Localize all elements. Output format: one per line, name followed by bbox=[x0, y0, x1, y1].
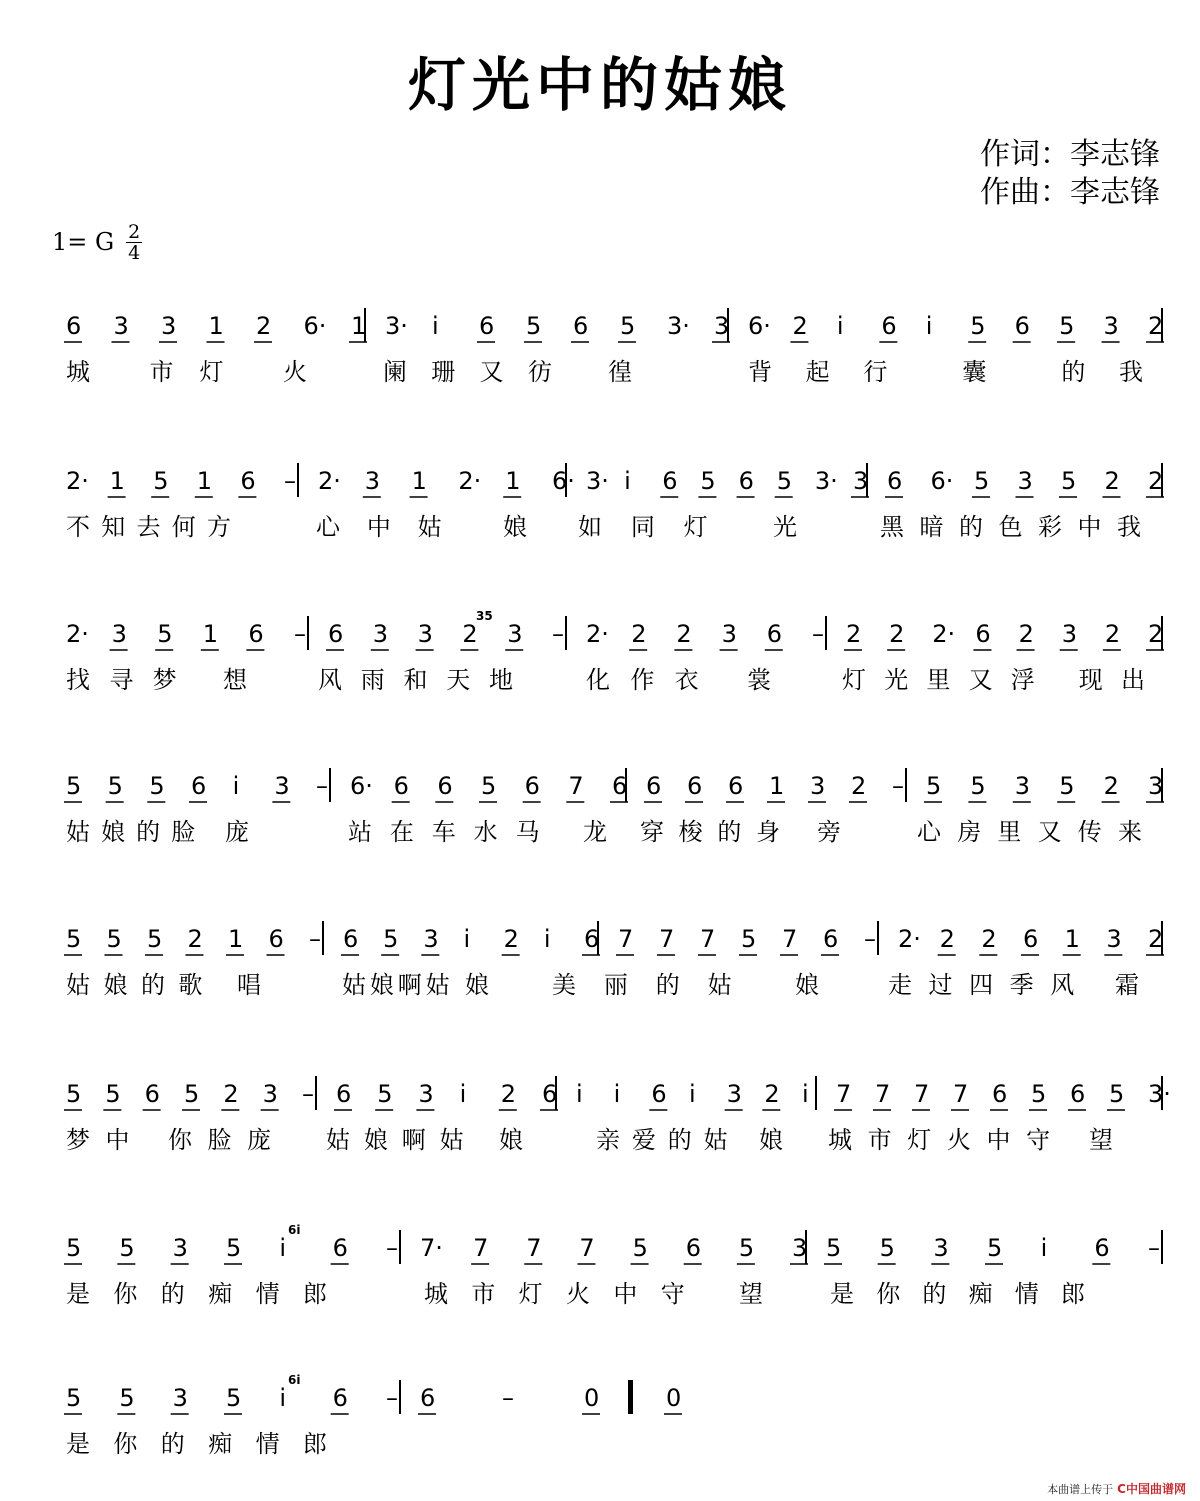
note-token: 3 bbox=[364, 467, 381, 495]
note-token: 2· bbox=[932, 620, 956, 648]
note-token: 3 bbox=[417, 620, 433, 648]
note-token: 1 bbox=[769, 772, 785, 800]
note-token: 5 bbox=[106, 925, 122, 953]
grace-note: 6i bbox=[288, 1373, 301, 1387]
key-signature bbox=[52, 222, 142, 262]
note-token: i bbox=[279, 1384, 287, 1412]
note-token: 2 bbox=[256, 312, 272, 340]
score-system bbox=[0, 1212, 1200, 1332]
lyric-phrase: 穿梭的身 旁 bbox=[640, 818, 842, 846]
note-token: – bbox=[302, 1080, 314, 1108]
score-system bbox=[0, 598, 1200, 718]
note-token: 6 bbox=[1023, 925, 1039, 953]
note-token: 2 bbox=[851, 772, 867, 800]
site-logo: C中国曲谱网 bbox=[1117, 1482, 1186, 1496]
grace-note: 6i bbox=[288, 1223, 301, 1237]
note-token: i bbox=[576, 1080, 583, 1108]
note-token: 6 bbox=[479, 312, 495, 340]
note-token: 1 bbox=[196, 467, 213, 495]
time-sig-top: 2 bbox=[128, 220, 141, 243]
note-token: 6 bbox=[1094, 1234, 1110, 1262]
note-token: 2· bbox=[458, 467, 482, 495]
note-token: 6 bbox=[685, 1234, 701, 1262]
score-system bbox=[0, 290, 1200, 410]
note-token: 5 bbox=[826, 1234, 842, 1262]
note-token: 2 bbox=[631, 620, 647, 648]
note-token: 3 bbox=[507, 620, 523, 648]
score-title: 灯光中的姑娘 bbox=[407, 51, 792, 119]
note-token: 5 bbox=[119, 1384, 135, 1412]
note-token: – bbox=[864, 925, 876, 953]
lyric-phrase: 心房里又传来 bbox=[917, 818, 1143, 846]
note-token: 2 bbox=[846, 620, 862, 648]
grace-note: 35 bbox=[476, 609, 493, 623]
note-token: 5 bbox=[632, 1234, 648, 1262]
lyric-phrase: 城市灯火中守 望 bbox=[424, 1280, 764, 1308]
note-token: 2 bbox=[939, 925, 955, 953]
note-token: 5 bbox=[700, 467, 716, 495]
note-token: 7· bbox=[420, 1234, 443, 1262]
note-token: 7 bbox=[568, 772, 584, 800]
note-token: 7 bbox=[700, 925, 716, 953]
note-token: 7 bbox=[914, 1080, 930, 1108]
note-token: 2 bbox=[223, 1080, 239, 1108]
note-token: 7 bbox=[782, 925, 798, 953]
note-token: 7 bbox=[875, 1080, 891, 1108]
note-token: 5 bbox=[970, 772, 986, 800]
lyric-phrase: 不知去何方 bbox=[66, 513, 232, 541]
note-token: – bbox=[892, 772, 904, 800]
note-token: 6 bbox=[248, 620, 264, 648]
note-token: 6 bbox=[332, 1384, 348, 1412]
note-token: 3 bbox=[933, 1234, 949, 1262]
lyric-phrase: 站在车水马 龙 bbox=[348, 818, 608, 846]
note-token: 5 bbox=[66, 1080, 82, 1108]
note-token: 7 bbox=[579, 1234, 595, 1262]
score-system bbox=[0, 1058, 1200, 1178]
note-token: 3 bbox=[372, 620, 389, 648]
note-token: 2 bbox=[500, 1080, 517, 1108]
note-token: 5 bbox=[1059, 312, 1075, 340]
lyric-phrase: 城 市灯 火 bbox=[66, 358, 308, 386]
note-token: 5 bbox=[377, 1080, 393, 1108]
note-token: 3 bbox=[726, 1080, 742, 1108]
note-token: 1 bbox=[109, 467, 125, 495]
note-token: 3 bbox=[172, 1234, 188, 1262]
lyric-phrase: 背起行 囊 的我 bbox=[748, 358, 1144, 386]
note-token: 5 bbox=[119, 1234, 135, 1262]
note-token: 6 bbox=[343, 925, 359, 953]
note-token: 2· bbox=[66, 467, 89, 495]
lyric-phrase: 是你的痴情郎 bbox=[66, 1430, 328, 1458]
note-token: – bbox=[284, 467, 296, 495]
note-token: 6 bbox=[646, 772, 662, 800]
note-token: 6 bbox=[612, 772, 628, 800]
note-token: 6 bbox=[328, 620, 344, 648]
site-watermark bbox=[1047, 1480, 1186, 1497]
note-token: 5 bbox=[157, 620, 173, 648]
note-token: 6 bbox=[823, 925, 839, 953]
note-token: 6 bbox=[662, 467, 678, 495]
note-token: 6 bbox=[420, 1384, 436, 1412]
note-token: 1 bbox=[505, 467, 521, 495]
note-token: 7 bbox=[659, 925, 675, 953]
note-token: 5 bbox=[1031, 1080, 1047, 1108]
lyric-phrase: 姑娘的脸 庞 bbox=[66, 818, 250, 846]
note-token: 3 bbox=[161, 312, 177, 340]
note-token: 6 bbox=[268, 925, 284, 953]
note-token: 2 bbox=[676, 620, 692, 648]
note-token: 2 bbox=[1148, 312, 1164, 340]
note-token: 3 bbox=[418, 1080, 434, 1108]
note-token: 3 bbox=[853, 467, 869, 495]
note-token: 6 bbox=[332, 1234, 348, 1262]
note-token: 5 bbox=[66, 772, 82, 800]
lyric-phrase: 如同灯 光 bbox=[578, 513, 798, 541]
note-token: 6 bbox=[191, 772, 207, 800]
lyric-phrase: 风雨和天地 bbox=[318, 666, 514, 694]
note-token: 1 bbox=[202, 620, 219, 648]
note-token: 5 bbox=[1061, 467, 1077, 495]
note-token: 5 bbox=[383, 925, 399, 953]
lyric-phrase: 梦中 你脸庞 bbox=[66, 1126, 272, 1154]
note-token: 6 bbox=[728, 772, 744, 800]
credits-block bbox=[980, 136, 1160, 212]
note-token: 3 bbox=[792, 1234, 808, 1262]
note-token: 3 bbox=[721, 620, 737, 648]
note-token: 7 bbox=[618, 925, 634, 953]
note-token: 3 bbox=[1017, 467, 1033, 495]
lyric-phrase: 黑暗的色彩中我 bbox=[880, 513, 1142, 541]
note-token: i bbox=[463, 925, 471, 953]
note-token: – bbox=[552, 620, 564, 648]
note-token: 6 bbox=[66, 312, 82, 340]
note-token: – bbox=[386, 1234, 398, 1262]
lyric-phrase: 化作衣 裳 bbox=[586, 666, 772, 694]
note-token: 6· bbox=[303, 312, 327, 340]
note-token: 3 bbox=[274, 772, 290, 800]
note-token: i bbox=[459, 1080, 467, 1108]
score-system bbox=[0, 1362, 1200, 1482]
note-token: 5 bbox=[526, 312, 542, 340]
note-token: 3 bbox=[1014, 772, 1031, 800]
note-token: i bbox=[613, 1080, 621, 1108]
note-token: 1 bbox=[411, 467, 427, 495]
note-token: 5 bbox=[741, 925, 757, 953]
note-token: 5 bbox=[105, 1080, 121, 1108]
note-token: i bbox=[802, 1080, 809, 1108]
lyric-phrase: 灯光里又浮 现出 bbox=[842, 666, 1146, 694]
key-label: 1= G bbox=[52, 228, 115, 256]
note-token: 2 bbox=[462, 620, 478, 648]
lyric-phrase: 姑娘的歌 唱 bbox=[66, 971, 262, 999]
note-token: 6 bbox=[1014, 312, 1030, 340]
note-token: 7 bbox=[473, 1234, 489, 1262]
note-token: 6· bbox=[552, 467, 575, 495]
note-token: – bbox=[309, 925, 321, 953]
note-token: 3 bbox=[1061, 620, 1077, 648]
lyric-phrase: 美丽的姑 娘 bbox=[552, 971, 820, 999]
note-token: 6 bbox=[738, 467, 754, 495]
note-token: 5 bbox=[776, 467, 792, 495]
note-token: 5 bbox=[738, 1234, 755, 1262]
note-token: i bbox=[624, 467, 631, 495]
lyric-phrase: 找寻梦 想 bbox=[66, 666, 248, 694]
note-token: – bbox=[386, 1384, 398, 1412]
score-system bbox=[0, 445, 1200, 565]
note-token: 3· bbox=[385, 312, 408, 340]
note-token: 6 bbox=[1070, 1080, 1086, 1108]
lyric-phrase: 姑娘啊姑 娘 bbox=[326, 1126, 524, 1154]
note-token: 6 bbox=[573, 312, 589, 340]
lyric-phrase: 走过四季风 霜 bbox=[888, 971, 1140, 999]
lyric-phrase: 心中姑 娘 bbox=[316, 513, 528, 541]
note-token: 3 bbox=[1148, 772, 1164, 800]
note-token: 2· bbox=[66, 620, 89, 648]
note-token: 7 bbox=[526, 1234, 542, 1262]
lyric-phrase: 城市灯火中守 望 bbox=[828, 1126, 1114, 1154]
note-token: 6 bbox=[766, 620, 783, 648]
note-token: 3 bbox=[714, 312, 730, 340]
note-token: i bbox=[432, 312, 439, 340]
composer-credit: 作曲：李志锋 bbox=[980, 175, 1160, 210]
lyric-phrase: 亲爱的姑 娘 bbox=[596, 1126, 784, 1154]
note-token: i bbox=[1040, 1234, 1048, 1262]
lyric-phrase: 是你的痴情郎 bbox=[66, 1280, 328, 1308]
note-token: 6 bbox=[336, 1080, 352, 1108]
note-token: 6 bbox=[887, 467, 903, 495]
note-token: 6· bbox=[350, 772, 373, 800]
note-token: 6 bbox=[144, 1080, 160, 1108]
note-token: 1 bbox=[351, 312, 367, 340]
note-token: 2· bbox=[898, 925, 921, 953]
note-token: – bbox=[1148, 1234, 1160, 1262]
note-token: 6 bbox=[881, 312, 897, 340]
note-token: 7 bbox=[836, 1080, 852, 1108]
note-token: 2 bbox=[1103, 772, 1119, 800]
note-token: 5 bbox=[149, 772, 165, 800]
note-token: 3 bbox=[113, 312, 129, 340]
note-token: 6· bbox=[748, 312, 771, 340]
note-token: 2 bbox=[792, 312, 808, 340]
note-token: 5 bbox=[184, 1080, 200, 1108]
note-token: 6 bbox=[687, 772, 703, 800]
note-token: 2 bbox=[1148, 925, 1164, 953]
note-token: 6· bbox=[930, 467, 954, 495]
note-token: 5 bbox=[153, 467, 169, 495]
note-token: 2 bbox=[889, 620, 905, 648]
note-token: 6 bbox=[992, 1080, 1008, 1108]
note-token: 6 bbox=[542, 1080, 558, 1108]
note-token: – bbox=[812, 620, 824, 648]
note-token: 2 bbox=[503, 925, 519, 953]
lyric-phrase: 是你的痴情郎 bbox=[830, 1280, 1086, 1308]
note-token: 5 bbox=[620, 312, 636, 340]
note-token: 3· bbox=[667, 312, 690, 340]
note-token: 3 bbox=[1106, 925, 1122, 953]
note-token: 5 bbox=[66, 925, 82, 953]
note-token: 3 bbox=[262, 1080, 278, 1108]
note-token: i bbox=[836, 312, 844, 340]
note-token: 7 bbox=[953, 1080, 969, 1108]
note-token: 5 bbox=[1109, 1080, 1125, 1108]
note-token: 5 bbox=[879, 1234, 895, 1262]
score-system bbox=[0, 903, 1200, 1023]
note-token: 5 bbox=[66, 1234, 82, 1262]
note-token: 3· bbox=[586, 467, 609, 495]
note-token: i bbox=[543, 925, 551, 953]
note-token: 2· bbox=[318, 467, 341, 495]
note-token: 3 bbox=[810, 772, 826, 800]
note-token: i bbox=[232, 772, 240, 800]
note-token: 5 bbox=[481, 772, 497, 800]
note-token: 5 bbox=[226, 1384, 242, 1412]
note-token: 2 bbox=[1104, 467, 1120, 495]
note-token: – bbox=[502, 1384, 514, 1412]
note-token: 3 bbox=[172, 1384, 188, 1412]
note-token: 6 bbox=[437, 772, 453, 800]
note-token: 2 bbox=[1148, 467, 1164, 495]
note-token: 6 bbox=[393, 772, 409, 800]
note-token: 5 bbox=[970, 312, 986, 340]
note-token: – bbox=[294, 620, 306, 648]
note-token: 6 bbox=[240, 467, 256, 495]
note-token: 2 bbox=[1018, 620, 1034, 648]
note-token: i bbox=[925, 312, 933, 340]
note-token: 2 bbox=[1104, 620, 1121, 648]
note-token: 3· bbox=[1148, 1080, 1171, 1108]
note-token: 6 bbox=[651, 1080, 667, 1108]
note-token: 2 bbox=[187, 925, 203, 953]
note-token: 5 bbox=[926, 772, 942, 800]
note-token: 0 bbox=[666, 1384, 682, 1412]
note-token: 2 bbox=[1148, 620, 1164, 648]
note-token: 5 bbox=[987, 1234, 1003, 1262]
note-token: 6 bbox=[584, 925, 600, 953]
note-token: 0 bbox=[584, 1384, 600, 1412]
note-token: 5 bbox=[66, 1384, 82, 1412]
note-token: 1 bbox=[228, 925, 244, 953]
note-token: 6 bbox=[975, 620, 991, 648]
lyricist-credit: 作词：李志锋 bbox=[980, 137, 1160, 172]
note-token: 3 bbox=[111, 620, 127, 648]
note-token: 5 bbox=[107, 772, 123, 800]
time-signature bbox=[126, 220, 142, 264]
score-system bbox=[0, 750, 1200, 870]
note-token: 3 bbox=[1103, 312, 1119, 340]
note-token: – bbox=[316, 772, 328, 800]
note-token: 6 bbox=[524, 772, 540, 800]
note-token: 5 bbox=[147, 925, 163, 953]
note-token: 5 bbox=[226, 1234, 242, 1262]
time-sig-bottom: 4 bbox=[128, 241, 141, 264]
note-token: 3 bbox=[423, 925, 439, 953]
note-token: i bbox=[279, 1234, 287, 1262]
note-token: 1 bbox=[208, 312, 224, 340]
note-token: 2 bbox=[764, 1080, 780, 1108]
note-token: i bbox=[689, 1080, 696, 1108]
lyric-phrase: 阑珊又彷 徨 bbox=[383, 358, 633, 386]
note-token: 3· bbox=[814, 467, 838, 495]
lyric-phrase: 姑娘啊姑 娘 bbox=[342, 971, 490, 999]
note-token: 5 bbox=[1059, 772, 1075, 800]
note-token: 1 bbox=[1064, 925, 1080, 953]
upload-text: 本曲谱上传于 bbox=[1047, 1482, 1114, 1496]
note-token: 2 bbox=[981, 925, 997, 953]
final-barline bbox=[628, 1380, 633, 1414]
note-token: 5 bbox=[974, 467, 990, 495]
note-token: 2· bbox=[586, 620, 609, 648]
